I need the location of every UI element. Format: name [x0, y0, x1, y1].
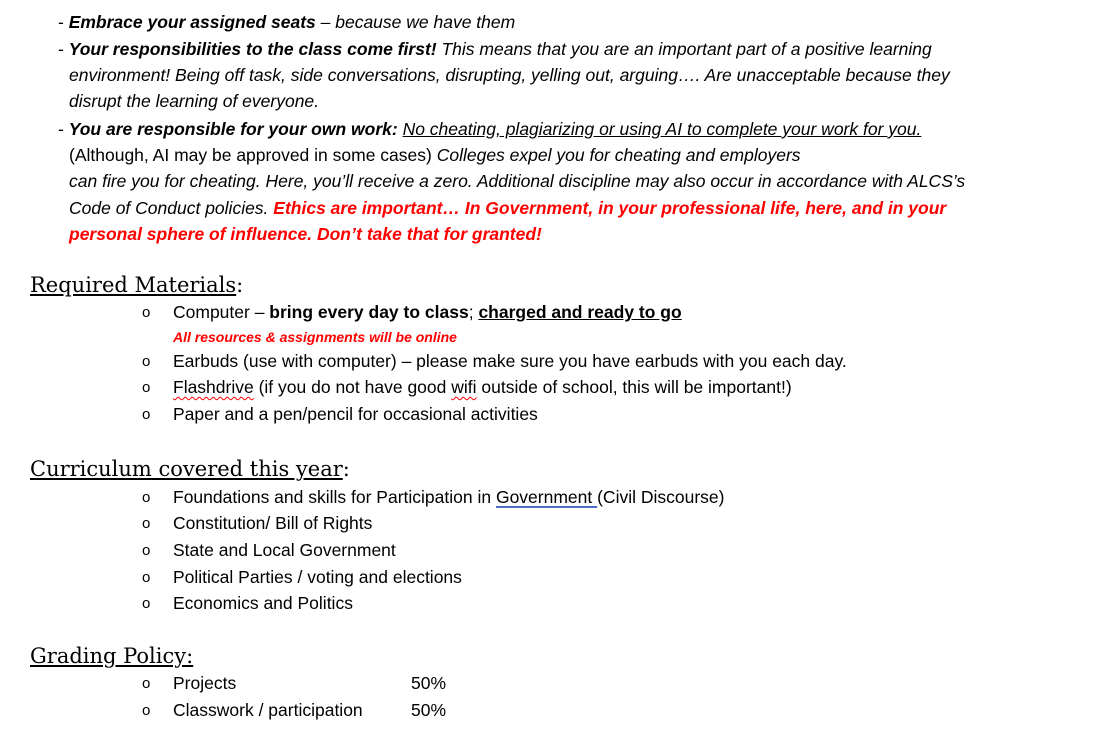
bullet-icon: o [142, 353, 151, 370]
rule-responsibilities-line3: disrupt the learning of everyone. [69, 91, 320, 111]
bullet-icon: o [142, 569, 151, 586]
bullet-icon: o [142, 515, 151, 532]
bullet-icon: o [142, 406, 151, 423]
materials-heading [30, 273, 243, 297]
material-computer-prefix: Computer – [173, 302, 270, 322]
grading-row-value: 50% [411, 673, 447, 693]
materials-heading-text: Required Materials [30, 273, 237, 297]
material-wifi-word: wifi [451, 377, 477, 397]
rule-responsibilities-text: This means that you are an important part of a positive learning [436, 39, 932, 59]
rule-own-work-underlined: No cheating, plagiarizing or using AI to complete your work for you. [402, 119, 922, 139]
curriculum-item-economics: Economics and Politics [173, 593, 353, 613]
bullet-icon: o [142, 702, 151, 719]
rule-conduct-text: Code of Conduct policies. [69, 198, 274, 218]
material-computer-charged: charged and ready to go [478, 302, 682, 322]
rule-own-work-line4 [69, 195, 946, 221]
rule-dash: - [58, 12, 69, 32]
government-link[interactable]: Government [495, 487, 598, 507]
bullet-icon: o [142, 675, 151, 692]
grading-row-label: Classwork / participation [173, 700, 363, 720]
heading-colon: : [236, 273, 244, 297]
bullet-icon: o [142, 489, 151, 506]
bullet-icon: o [142, 304, 151, 321]
rule-seats [58, 9, 515, 35]
curriculum-foundations-prefix: Foundations and skills for Participation in [173, 487, 496, 507]
curriculum-item-state-local: State and Local Government [173, 540, 396, 560]
material-online-note: All resources & assignments will be online [173, 329, 457, 345]
material-flashdrive-end: outside of school, this will be important!) [476, 377, 792, 397]
heading-colon: : [342, 457, 350, 481]
curriculum-heading-text: Curriculum covered this year [30, 457, 343, 481]
grading-row-label: Projects [173, 673, 237, 693]
bullet-icon: o [142, 595, 151, 612]
rule-ethics-red-line2: personal sphere of influence. Don’t take that for granted! [69, 224, 542, 244]
rule-own-work-bold: You are responsible for your own work: [68, 119, 398, 139]
material-item-paper: Paper and a pen/pencil for occasional activities [173, 404, 538, 424]
curriculum-heading [30, 457, 350, 481]
rule-ethics-red: Ethics are important… In Government, in your professional life, here, and in your [273, 198, 947, 218]
grading-heading [30, 644, 193, 668]
rule-own-work [58, 116, 921, 142]
rule-own-work-line2 [69, 142, 801, 168]
material-item-earbuds: Earbuds (use with computer) – please make sure you have earbuds with you each day. [173, 351, 847, 371]
rule-dash: - [58, 39, 69, 59]
bullet-icon: o [142, 542, 151, 559]
material-computer-sep: ; [468, 302, 479, 322]
rule-dash: - [58, 119, 69, 139]
curriculum-item-constitution: Constitution/ Bill of Rights [173, 513, 373, 533]
bullet-icon: o [142, 379, 151, 396]
rule-responsibilities [58, 36, 932, 62]
rule-seats-bold: Embrace your assigned seats [68, 12, 316, 32]
material-computer-bold: bring every day to class [269, 302, 469, 322]
rule-colleges-text: Colleges expel you for cheating and employers [431, 145, 801, 165]
material-item-computer [173, 302, 682, 323]
grading-row-value: 50% [411, 700, 447, 720]
rule-seats-text: – because we have them [315, 12, 516, 32]
rule-responsibilities-bold: Your responsibilities to the class come first! [68, 39, 437, 59]
curriculum-foundations-suffix: (Civil Discourse) [597, 487, 725, 507]
curriculum-item-parties: Political Parties / voting and elections [173, 567, 462, 587]
grading-heading-text: Grading Policy: [30, 644, 194, 668]
rule-responsibilities-line2: environment! Being off task, side conversations, disrupting, yelling out, arguing…. Are unacceptable because they [69, 65, 950, 85]
curriculum-item-foundations [173, 487, 724, 508]
rule-ai-note: (Although, AI may be approved in some cases) [69, 145, 432, 165]
rule-own-work-line3: can fire you for cheating. Here, you’ll receive a zero. Additional discipline may also occur in accordance with ALCS’s [69, 171, 966, 191]
material-flashdrive-mid: (if you do not have good [253, 377, 452, 397]
material-item-flashdrive [173, 377, 792, 398]
material-flashdrive-word: Flashdrive [173, 377, 254, 397]
